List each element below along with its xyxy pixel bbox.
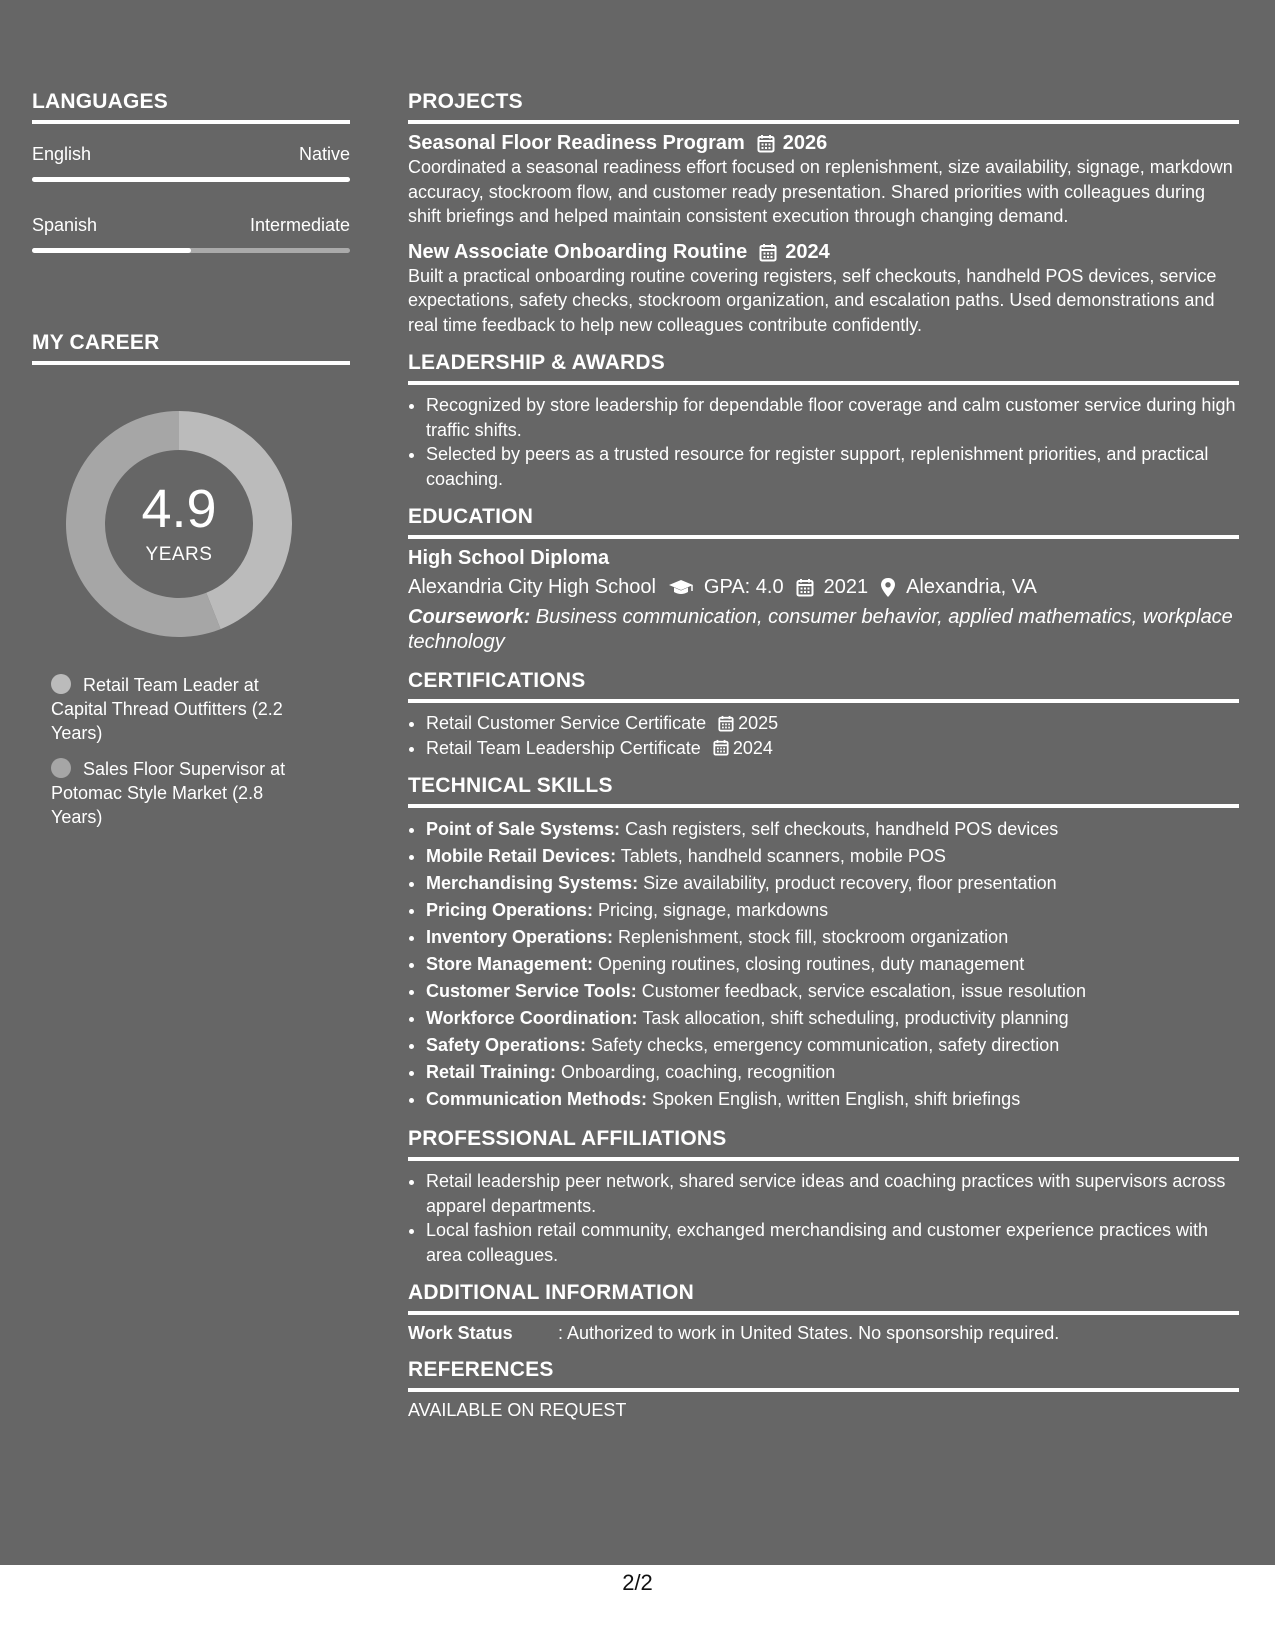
skill-value: Replenishment, stock fill, stockroom organization [613,927,1009,947]
certifications-list [408,711,1239,760]
legend-item [51,757,301,829]
language-bar [32,248,350,253]
skill-item [426,1086,1239,1113]
skill-item [426,978,1239,1005]
career-years-unit: YEARS [145,544,213,565]
calendar-icon [757,134,775,153]
skill-item [426,924,1239,951]
skill-value: Task allocation, shift scheduling, productivity planning [637,1008,1069,1028]
project-item [408,241,1239,338]
skill-label: Merchandising Systems: [426,873,639,893]
project-year: 2026 [782,132,828,154]
left-column [32,90,350,841]
school-name: Alexandria City High School [408,576,656,598]
languages-section [32,90,350,253]
language-level: Native [298,144,350,164]
skill-item [426,1032,1239,1059]
skill-item [426,816,1239,843]
language-item [32,215,350,253]
leadership-title: LEADERSHIP & AWARDS [408,351,1239,385]
language-level: Intermediate [249,215,350,235]
project-description: Built a practical onboarding routine covering registers, self checkouts, handheld POS devices, service expectations, safety checks, stockroom organization, and escalation paths. Used demonstrations and real time feedback to help new colleagues contribute confidently. [408,265,1217,335]
career-section [32,331,350,829]
coursework-text: Business communication, consumer behavior, applied mathematics, workplace technology [408,606,1233,653]
project-name: New Associate Onboarding Routine [408,240,748,263]
skill-value: Customer feedback, service escalation, issue resolution [636,981,1086,1001]
career-donut-chart [66,411,292,637]
references-title: REFERENCES [408,1358,1239,1392]
project-item [408,132,1239,229]
list-item: • Local fashion retail community, exchanged merchandising and customer experience practices with area colleagues. [426,1218,1239,1267]
references-text: AVAILABLE ON REQUEST [408,1400,627,1420]
leadership-list [408,393,1239,491]
skill-item [426,897,1239,924]
skill-item [426,1059,1239,1086]
skill-value: Spoken English, written English, shift briefings [647,1089,1021,1109]
legend-label: Retail Team Leader at Capital Thread Outfitters (2.2 Years) [51,675,283,743]
project-name: Seasonal Floor Readiness Program [408,132,745,154]
skill-value: Cash registers, self checkouts, handheld POS devices [620,819,1059,839]
skill-label: Mobile Retail Devices: [426,846,617,866]
skill-label: Workforce Coordination: [426,1008,638,1028]
list-item: • Recognized by store leadership for dependable floor coverage and calm customer service during high traffic shifts. [426,393,1239,442]
career-total-years: 4.9 [141,479,217,539]
language-item [32,144,350,182]
certifications-section [408,669,1239,760]
calendar-icon [718,715,734,732]
work-status-label: Work Status [408,1323,513,1343]
certification-year: 2024 [732,737,773,758]
references-section [408,1358,1239,1421]
skill-label: Customer Service Tools: [426,981,637,1001]
projects-title: PROJECTS [408,90,1239,124]
coursework [408,605,1239,655]
degree: High School Diploma [408,547,610,569]
skill-value: Safety checks, emergency communication, safety direction [586,1035,1060,1055]
calendar-icon [796,578,814,597]
language-bar [32,177,350,182]
right-column [408,90,1239,1435]
language-bar-fill [32,177,350,182]
list-item [426,736,1239,761]
school-location: Alexandria, VA [906,576,1037,598]
skill-value: Pricing, signage, markdowns [593,900,829,920]
career-title: MY CAREER [32,331,350,365]
skill-item [426,951,1239,978]
skill-value: Size availability, product recovery, floor presentation [638,873,1057,893]
affiliations-title: PROFESSIONAL AFFILIATIONS [408,1127,1239,1161]
skill-item [426,843,1239,870]
skill-label: Inventory Operations: [426,927,614,947]
skill-value: Onboarding, coaching, recognition [556,1062,836,1082]
skill-label: Communication Methods: [426,1089,647,1109]
skill-label: Safety Operations: [426,1035,587,1055]
additional-info-section [408,1281,1239,1344]
list-item [426,711,1239,736]
leadership-section [408,351,1239,491]
certification-year: 2025 [738,713,779,733]
skill-label: Pricing Operations: [426,900,594,920]
legend-item [51,673,301,745]
calendar-icon [759,243,777,262]
education-section [408,505,1239,655]
skill-item [426,870,1239,897]
additional-info-title: ADDITIONAL INFORMATION [408,1281,1239,1315]
calendar-icon [713,739,729,756]
projects-section [408,90,1239,337]
education-title: EDUCATION [408,505,1239,539]
legend-dot [51,758,71,778]
language-name: Spanish [32,215,98,235]
legend-dot [51,674,71,694]
certification-name: • Retail Customer Service Certificate [426,713,707,733]
language-name: English [32,144,92,164]
certifications-title: CERTIFICATIONS [408,669,1239,703]
education-details [408,576,1239,599]
skill-label: Store Management: [426,954,594,974]
skill-label: Retail Training: [426,1062,557,1082]
skills-section [408,774,1239,1113]
graduation-year: 2021 [823,576,869,598]
certification-name: • Retail Team Leadership Certificate [426,737,701,758]
list-item: • Selected by peers as a trusted resource for register support, replenishment priorities, and practical coaching. [426,442,1239,491]
affiliations-list [408,1169,1239,1267]
location-pin-icon [880,577,896,598]
work-status-value: : Authorized to work in United States. No sponsorship required. [558,1323,1060,1343]
graduation-cap-icon [668,579,694,597]
skills-title: TECHNICAL SKILLS [408,774,1239,808]
affiliations-section [408,1127,1239,1267]
legend-label: Sales Floor Supervisor at Potomac Style Market (2.8 Years) [51,759,286,827]
skill-value: Opening routines, closing routines, duty management [593,954,1025,974]
work-status-row [408,1323,1239,1344]
skill-value: Tablets, handheld scanners, mobile POS [616,846,946,866]
coursework-label: Coursework: [408,606,531,628]
skill-item [426,1005,1239,1032]
languages-title: LANGUAGES [32,90,350,124]
skill-label: Point of Sale Systems: [426,819,621,839]
career-legend [51,673,301,829]
skills-list [408,816,1239,1113]
language-bar-fill [32,248,191,253]
project-year: 2024 [785,240,830,263]
list-item: • Retail leadership peer network, shared service ideas and coaching practices with supervisors across apparel departments. [426,1169,1239,1218]
project-description: Coordinated a seasonal readiness effort focused on replenishment, size availability, signage, markdown accuracy, stockroom flow, and customer ready presentation. Shared priorities with colleagues during shift briefings and helped maintain consistent execution through changing demand. [408,157,1233,226]
gpa: GPA: 4.0 [703,576,784,598]
page-number: 2/2 [622,1570,653,1595]
